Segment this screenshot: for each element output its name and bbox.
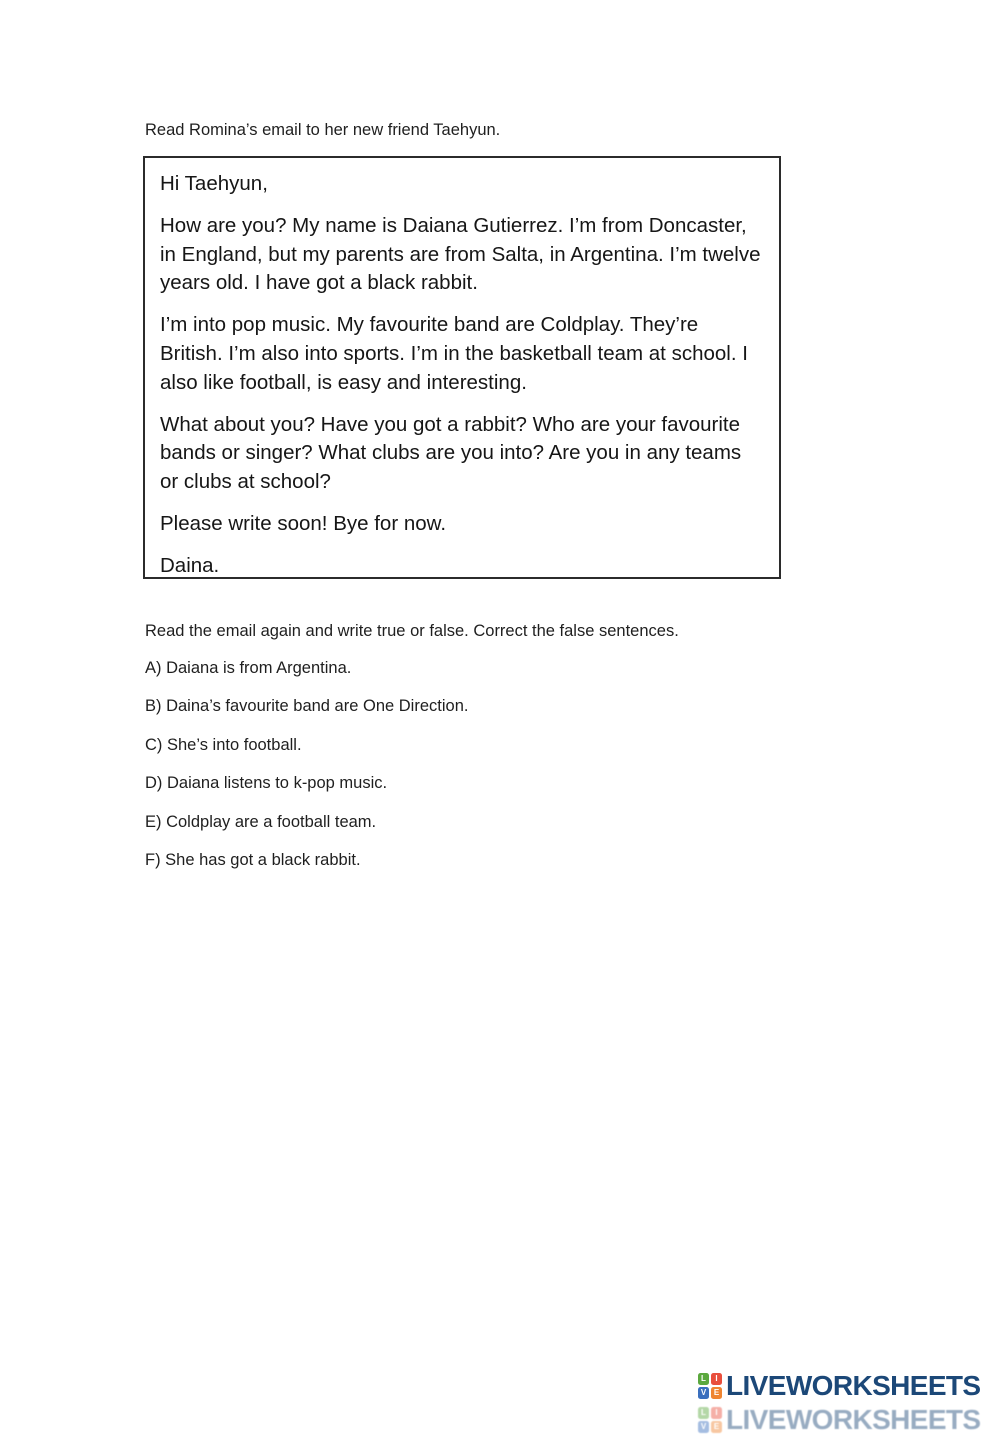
question-a: A) Daiana is from Argentina. [145, 659, 352, 677]
question-list [145, 660, 845, 890]
true-false-instruction: Read the email again and write true or false. Correct the false sentences. [145, 622, 679, 640]
email-paragraph-2: I’m into pop music. My favourite band are Coldplay. They’re British. I’m also into sports. I’m in the basketball team at school. I also like football, is easy and interesting. [160, 313, 748, 394]
liveworksheets-logo[interactable] [698, 1372, 981, 1400]
logo-tile-v: V [698, 1387, 709, 1399]
logo-ghost-tile-e: E [711, 1421, 722, 1433]
email-signature: Daina. [160, 553, 220, 577]
email-paragraph-3: What about you? Have you got a rabbit? Who are your favourite bands or singer? What clubs are you into? Are you in any teams or clubs at school? [160, 412, 742, 494]
liveworksheets-logo-ghost-icon [698, 1407, 722, 1433]
liveworksheets-logo-ghost-text: LIVEWORKSHEETS [726, 1404, 981, 1435]
email-box [143, 156, 781, 579]
logo-ghost-tile-l: L [698, 1407, 709, 1419]
question-c: C) She’s into football. [145, 735, 302, 754]
logo-tile-i: I [711, 1373, 722, 1385]
question-d: D) Daiana listens to k-pop music. [145, 774, 388, 793]
logo-ghost-tile-i: I [711, 1407, 722, 1419]
liveworksheets-logo-icon [698, 1373, 722, 1399]
liveworksheets-logo-ghost [698, 1406, 981, 1434]
email-greeting: Hi Taehyun, [160, 172, 268, 195]
email-intro-instruction: Read Romina’s email to her new friend Taehyun. [145, 121, 501, 139]
liveworksheets-logo-text: LIVEWORKSHEETS [726, 1370, 981, 1401]
logo-tile-e: E [711, 1387, 722, 1399]
question-e: E) Coldplay are a football team. [145, 812, 377, 831]
logo-ghost-tile-v: V [698, 1421, 709, 1433]
email-paragraph-1: How are you? My name is Daiana Gutierrez. I’m from Doncaster, in England, but my parents are from Salta, in Argentina. I’m twelve years old. I have got a black rabbit. [160, 213, 761, 295]
email-closing: Please write soon! Bye for now. [160, 511, 447, 535]
question-f: F) She has got a black rabbit. [145, 850, 361, 869]
logo-tile-l: L [698, 1373, 709, 1385]
question-b: B) Daina’s favourite band are One Direction. [145, 697, 469, 716]
